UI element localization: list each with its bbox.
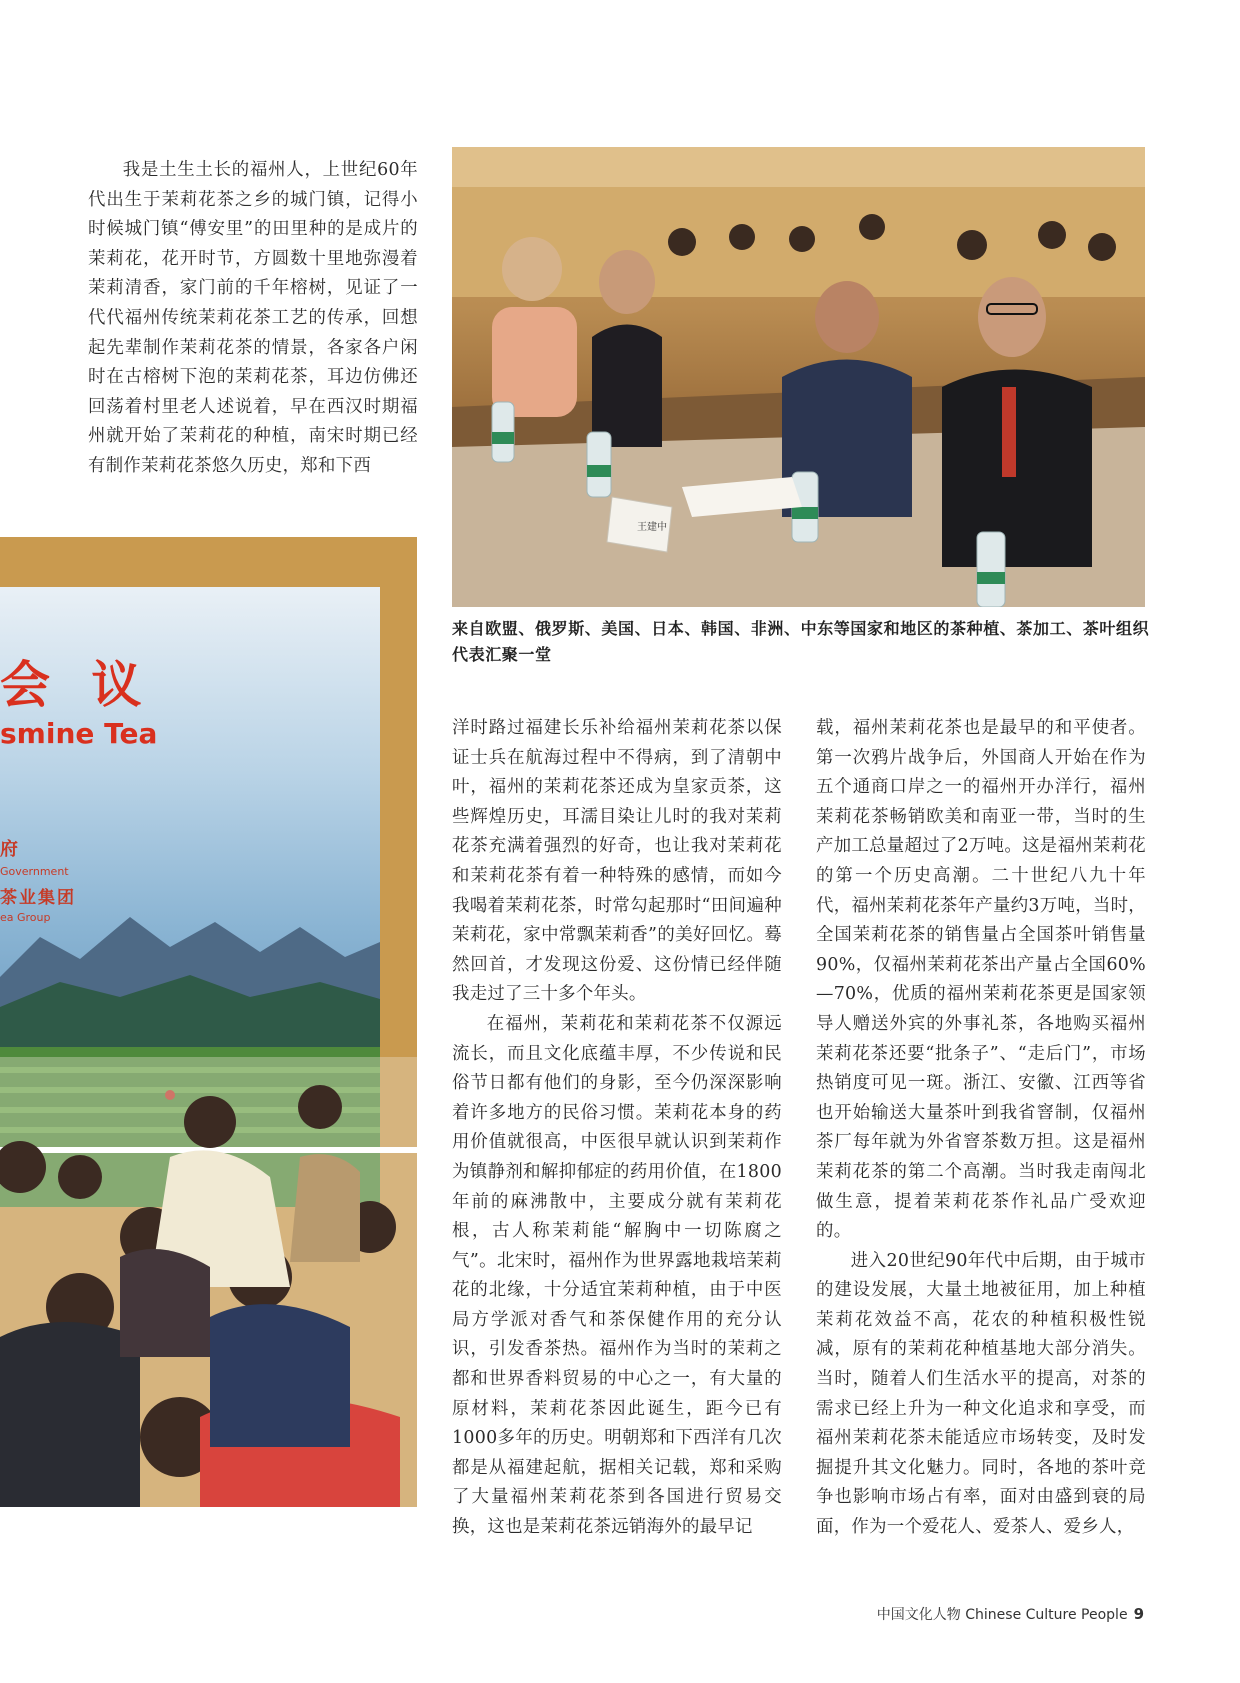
middle-paragraph-2: 在福州，茉莉花和茉莉花茶不仅源远流长，而且文化底蕴丰厚，不少传说和民俗节日都有他们的身影，至今仍深深影响着许多地方的民俗习惯。茉莉花本身的药用价值就很高，中医很早就认识到茉莉作为镇静剂和解抑郁症的药用价值，在1800年前的麻沸散中，主要成分就有茉莉花根，古人称茉莉能“解胸中一切陈腐之气”。北宋时，福州作为世界露地栽培茉莉花的北缘，十分适宜茉莉种植，由于中医局方学派对香气和茶保健作用的充分认识，引发香茶热。福州作为当时的茉莉之都和世界香料贸易的中心之一，有大量的原材料，茉莉花茶因此诞生，距今已有1000多年的历史。明朝郑和下西洋有几次都是从福建起航，据相关记载，郑和采购了大量福州茉莉花茶到各国进行贸易交换，这也是茉莉花茶远销海外的最早记	[452, 1013, 782, 1538]
banner-title: 会 议	[0, 656, 154, 714]
right-paragraph-1: 载，福州茉莉花茶也是最早的和平使者。第一次鸦片战争后，外国商人开始在作为五个通商口岸之一的福州开办洋行，福州茉莉花茶畅销欧美和南亚一带，当时的生产加工总量超过了2万吨。这是福州茉莉花的第一个历史高潮。二十世纪八九十年代，福州茉莉花茶年产量约3万吨，当时，全国茉莉花茶的销售量占全国茶叶销售量90%，仅福州茉莉花茶出产量占全国60%—70%，优质的福州茉莉花茶更是国家领导人赠送外宾的外事礼茶，各地购买福州茉莉花茶还要“批条子”、“走后门”，市场热销度可见一斑。浙江、安徽、江西等省也开始输送大量茶叶到我省窨制，仅福州茶厂每年就为外省窨茶数万担。这是福州茉莉花茶的第二个高潮。当时我走南闯北做生意，提着茉莉花茶作礼品广受欢迎的。	[816, 718, 1146, 1242]
intro-column	[88, 156, 418, 482]
conference-hall-photo	[0, 537, 417, 1507]
right-column	[816, 714, 1146, 1543]
banner-line-1: 府	[0, 839, 18, 860]
page-number: 9	[1133, 1605, 1144, 1623]
delegates-illustration	[452, 147, 1145, 607]
page-footer	[877, 1604, 1144, 1624]
banner-subtitle: smine Tea	[0, 717, 158, 750]
middle-paragraph-1: 洋时路过福建长乐补给福州茉莉花茶以保证士兵在航海过程中不得病，到了清朝中叶，福州的茉莉花茶还成为皇家贡茶，这些辉煌历史，耳濡目染让儿时的我对茉莉花茶充满着强烈的好奇，也让我对茉莉花和茉莉花茶有着一种特殊的感情，而如今我喝着茉莉花茶，时常勾起那时“田间遍种茉莉花，家中常飘茉莉香”的美好回忆。蓦然回首，才发现这份爱、这份情已经伴随我走过了三十多个年头。	[452, 718, 782, 1005]
banner-line-3: 茶业集团	[0, 888, 76, 908]
name-card-text: 王建中	[637, 522, 667, 533]
photo-caption: 来自欧盟、俄罗斯、美国、日本、韩国、非洲、中东等国家和地区的茶种植、茶加工、茶叶组织代表汇聚一堂	[452, 619, 1150, 664]
audience-illustration	[0, 537, 417, 1507]
middle-column	[452, 714, 782, 1543]
banner-line-2: Government	[0, 865, 69, 878]
right-paragraph-2: 进入20世纪90年代中后期，由于城市的建设发展，大量土地被征用，加上种植茉莉花效益不高，花农的种植积极性锐减，原有的茉莉花种植基地大部分消失。当时，随着人们生活水平的提高，对茶的需求已经上升为一种文化追求和享受，而福州茉莉花茶未能适应市场转变，及时发掘提升其文化魅力。同时，各地的茶叶竞争也影响市场占有率，面对由盛到衰的局面，作为一个爱花人、爱茶人、爱乡人，	[816, 1250, 1146, 1538]
magazine-name: 中国文化人物 Chinese Culture People	[876, 1607, 1128, 1623]
delegates-photo	[452, 147, 1145, 607]
intro-paragraph: 我是土生土长的福州人，上世纪60年代出生于茉莉花茶之乡的城门镇，记得小时候城门镇“傅安里”的田里种的是成片的茉莉花，花开时节，方圆数十里地弥漫着茉莉清香，家门前的千年榕树，见证了一代代福州传统茉莉花茶工艺的传承，回想起先辈制作茉莉花茶的情景，各家各户闲时在古榕树下泡的茉莉花茶，耳边仿佛还回荡着村里老人述说着，早在西汉时期福州就开始了茉莉花的种植，南宋时期已经有制作茉莉花茶悠久历史，郑和下西	[88, 160, 418, 476]
banner-line-4: ea Group	[0, 911, 51, 924]
